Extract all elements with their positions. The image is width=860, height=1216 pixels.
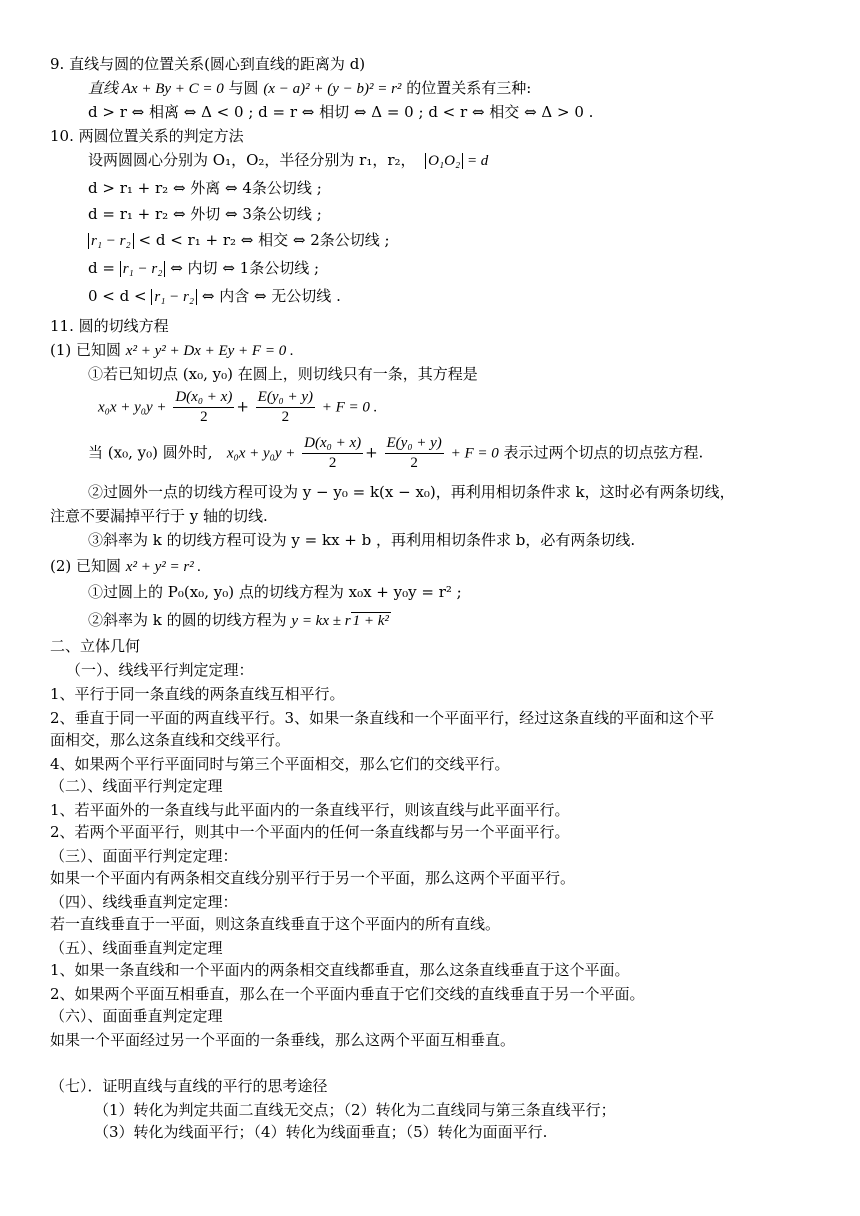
line-11-item5 (88, 610, 391, 631)
formula-part-a: x₀x + y₀y + (98, 399, 167, 416)
formula-11-tangent: x₀x + y₀y + $\frac{\text{D(x₀ + x)}}{2}$ + $\frac{\text{E(y₀ + y)}}{2}$ + F = 0 . (98, 389, 378, 425)
fraction-e2 (385, 434, 444, 473)
line-11-2-label (50, 556, 201, 577)
case-10-2: d = r₁ + r₂ ⇔ 外切 ⇔ 3条公切线 ; (88, 205, 322, 223)
line-geo-2: 2、垂直于同一平面的两直线平行。3、如果一条直线和一个平面平行，经过这条直线的平面和这个平 (50, 709, 715, 727)
line-geo-10: 2、如果两个平面互相垂直，那么在一个平面内垂直于它们交线的直线垂直于另一个平面。 (50, 985, 645, 1003)
line-11-1 (50, 340, 294, 361)
abs-r1r2-b: r₁ − r₂ (120, 261, 166, 277)
line-geo-6: 2、若两个平面平行，则其中一个平面内的任何一条直线都与另一个平面平行。 (50, 823, 570, 841)
case-10-1: d > r₁ + r₂ ⇔ 外离 ⇔ 4条公切线 ; (88, 179, 322, 197)
formula-part-a2: x₀x + y₀y + (226, 445, 296, 462)
frac-d-den: 2 (200, 409, 208, 425)
case-10-3-text: < d < r₁ + r₂ ⇔ 相交 ⇔ 2条公切线 ; (133, 231, 390, 249)
text-outside-a: 当 (x₀, y₀) 圆外时, (88, 443, 213, 462)
line-10-1 (88, 150, 488, 171)
label-11-1: (1) 已知圆 (50, 341, 126, 359)
eq-11-1: x² + y² + Dx + Ey + F = 0 . (125, 343, 294, 359)
line-geo-7: 如果一个平面内有两条相交直线分别平行于另一个平面，那么这两个平面平行。 (50, 869, 576, 887)
line-geo-13: （3）转化为线面平行；（4）转化为线面垂直；（5）转化为面面平行. (94, 1123, 548, 1141)
label-11-2: (2) 已知圆 (50, 557, 126, 575)
sub-1-heading: （一）、线线平行判定定理： (66, 661, 254, 679)
line-geo-8: 若一直线垂直于一平面，则这条直线垂直于这个平面内的所有直线。 (50, 915, 501, 933)
line-11-item4: ①过圆上的 P₀(x₀, y₀) 点的切线方程为 x₀x + y₀y = r² ; (88, 583, 462, 601)
sub-2-heading: （二）、线面平行判定定理 (50, 777, 223, 795)
fraction-e (256, 388, 315, 427)
case-10-5 (88, 286, 341, 307)
abs-o1o2: O₁O₂ (425, 153, 463, 169)
line-11-item2: ②过圆外一点的切线方程可设为 y − y₀ = k(x − x₀)，再利用相切条件求 k，这时必有两条切线， (88, 483, 735, 501)
frac-e-num: E(y₀ + y) (256, 388, 315, 408)
line-geo-11: 如果一个平面经过另一个平面的一条垂线，那么这两个平面互相垂直。 (50, 1031, 516, 1049)
case-10-4 (88, 258, 319, 279)
heading-9: 9. 直线与圆的位置关系(圆心到直线的距离为 d) (50, 55, 366, 73)
text-outside-b: 表示过两个切点的切点弦方程. (498, 443, 704, 462)
heading-10: 10. 两圆位置关系的判定方法 (50, 127, 244, 145)
sqrt-term: 1 + k² (352, 613, 389, 629)
case-10-4-text: ⇔ 内切 ⇔ 1条公切线 ; (165, 259, 320, 277)
abs-r1r2-c: r₁ − r₂ (151, 289, 197, 305)
sub-3-heading: （三）、面面平行判定定理： (50, 847, 238, 865)
frac-e2-num: E(y₀ + y) (385, 434, 444, 454)
case-10-3 (88, 230, 390, 251)
line-geo-4: 4、如果两个平行平面同时与第三个平面相交，那么它们的交线平行。 (50, 755, 510, 773)
abs-r1r2: r₁ − r₂ (88, 233, 134, 249)
text-item5: ②斜率为 k 的圆的切线方程为 (88, 611, 292, 629)
line-11-item2b: 注意不要漏掉平行于 y 轴的切线. (50, 507, 268, 525)
sub-6-heading: （六）、面面垂直判定定理 (50, 1007, 223, 1025)
eq-9-1: 直线 Ax + By + C = 0 (88, 81, 224, 97)
formula-part-b: + F = 0 . (321, 399, 378, 416)
line-11-outside: 当 (x₀, y₀) 圆外时, x₀x + y₀y + $\frac{\text{D(x₀ + x)}}{2}$ + $\frac{\text{E(y₀ + y)}}{2}$ + F = 0 表示过两个切点的切点弦方程. (88, 435, 704, 471)
eq-10-o1o2: O₁O₂ = d (425, 153, 488, 169)
fraction-d (173, 388, 234, 427)
frac-d-num: D(x₀ + x) (173, 388, 234, 408)
line-geo-3: 面相交，那么这条直线和交线平行。 (50, 731, 291, 749)
section-2-heading: 二、立体几何 (50, 637, 141, 655)
line-geo-9: 1、如果一条直线和一个平面内的两条相交直线都垂直，那么这条直线垂直于这个平面。 (50, 961, 630, 979)
frac-e2-den: 2 (410, 455, 418, 471)
sub-4-heading: （四）、线线垂直判定定理： (50, 893, 238, 911)
text-9-1a: 与圆 (223, 79, 264, 97)
text-9-1b: 的位置关系有三种: (401, 79, 532, 97)
line-geo-5: 1、若平面外的一条直线与此平面内的一条直线平行，则该直线与此平面平行。 (50, 801, 570, 819)
case-10-4-a: d = (88, 259, 120, 277)
heading-11: 11. 圆的切线方程 (50, 317, 169, 335)
line-9-1 (88, 78, 531, 99)
line-geo-1: 1、平行于同一条直线的两条直线互相平行。 (50, 685, 345, 703)
line-geo-12: （1）转化为判定共面二直线无交点；（2）转化为二直线同与第三条直线平行； (94, 1101, 616, 1119)
frac-d2-num: D(x₀ + x) (302, 434, 363, 454)
line-11-2: ①若已知切点 (x₀, y₀) 在圆上，则切线只有一条，其方程是 (88, 365, 478, 383)
sub-5-heading: （五）、线面垂直判定定理 (50, 939, 223, 957)
eq-item5: y = kx ± r (291, 613, 351, 629)
eq-9-2: (x − a)² + (y − b)² = r² (263, 81, 402, 97)
case-10-5-a: 0 < d < (88, 287, 152, 305)
case-10-5-text: ⇔ 内含 ⇔ 无公切线 . (197, 287, 341, 305)
sub-7-heading: （七）．证明直线与直线的平行的思考途径 (50, 1077, 328, 1095)
formula-part-c: + F = 0 (450, 445, 499, 462)
line-11-item3: ③斜率为 k 的切线方程可设为 y = kx + b ，再利用相切条件求 b，必有两条切线. (88, 531, 636, 549)
fraction-d2 (302, 434, 363, 473)
eq-11-2: x² + y² = r² . (125, 559, 202, 575)
line-9-2: d > r ⇔ 相离 ⇔ Δ < 0 ; d = r ⇔ 相切 ⇔ Δ = 0 ; d < r ⇔ 相交 ⇔ Δ > 0 . (88, 103, 594, 121)
frac-d2-den: 2 (328, 455, 337, 471)
text-10-intro: 设两圆圆心分别为 O₁，O₂，半径分别为 r₁，r₂， (88, 151, 416, 169)
frac-e-den: 2 (281, 409, 290, 425)
